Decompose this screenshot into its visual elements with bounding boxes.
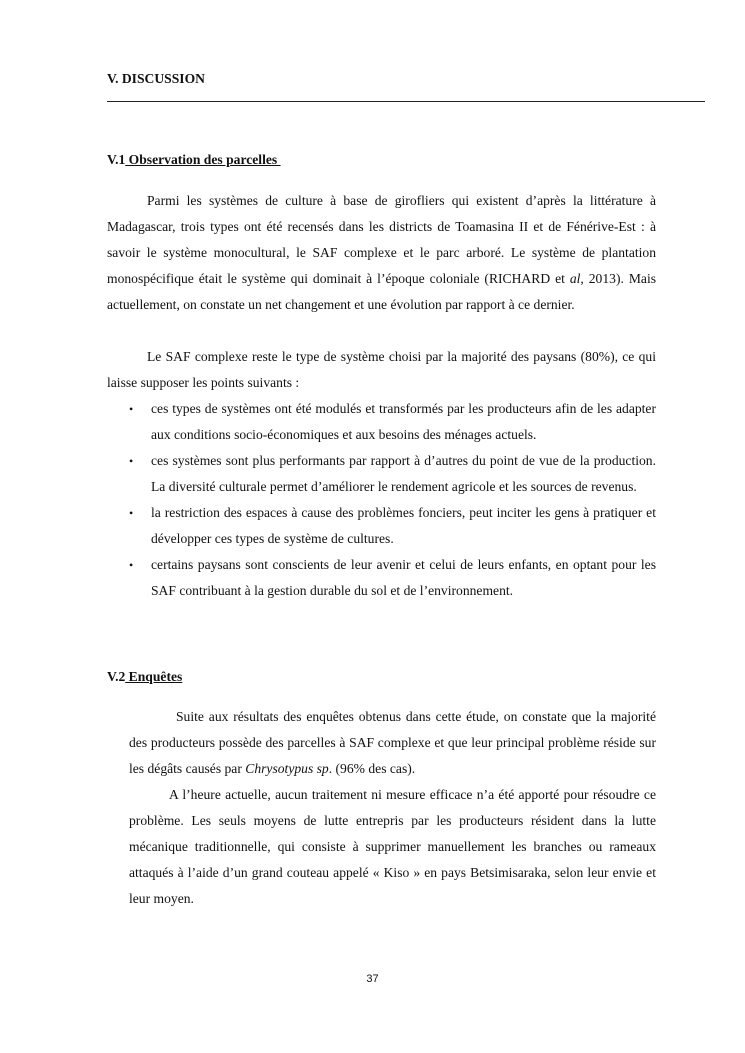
section-title: Observation des parcelles	[125, 152, 281, 167]
section-heading-observation	[107, 152, 281, 168]
list-item-text: ces types de systèmes ont été modulés et transformés par les producteurs afin de les adapter aux conditions socio-économiques et aux besoins des ménages actuels.	[151, 401, 656, 442]
paragraph-text: Parmi les systèmes de culture à base de girofliers qui existent d’après la littérature à Madagascar, trois types ont été recensés dans les districts de Toamasina II et de Fénérive-Est : à savoir le système monocultural, le SAF complexe et le parc arboré. Le système de plantation monospécifique était le système qui dominait à l’époque coloniale (RICHARD et	[107, 193, 656, 286]
paragraph-text: Suite aux résultats des enquêtes obtenus dans cette étude, on constate que la majorité des producteurs possède des parcelles à SAF complexe et que leur principal problème réside sur les dégâts causés par	[129, 709, 656, 776]
paragraph-tail: , 2013). Mais actuellement, on constate un net changement et une évolution par rapport à ce dernier.	[107, 271, 657, 312]
list-item-text: la restriction des espaces à cause des problèmes fonciers, peut inciter les gens à pratiquer et développer ces types de système de cultures.	[151, 505, 656, 546]
paragraph-enquetes-1	[129, 704, 656, 782]
section-number: V.2	[107, 669, 126, 684]
bullet-list	[107, 396, 656, 604]
paragraph-observation-2: Le SAF complexe reste le type de système choisi par la majorité des paysans (80%), ce qui laisse supposer les points suivants :	[107, 349, 656, 390]
paragraph-enquetes-2: A l’heure actuelle, aucun traitement ni mesure efficace n’a été apporté pour résoudre ce problème. Les seuls moyens de lutte entrepris par les producteurs résident dans la lutte mécanique traditionnelle, qui consiste à supprimer manuellement les branches ou rameaux attaqués à l’aide d’un grand couteau appelé « Kiso » en pays Betsimisaraka, selon leur envie et leur moyen.	[129, 787, 656, 906]
list-item-text: certains paysans sont conscients de leur avenir et celui de leurs enfants, en optant pour les SAF contribuant à la gestion durable du sol et de l’environnement.	[151, 557, 656, 598]
list-item	[107, 448, 656, 500]
bullet-icon: •	[129, 506, 134, 520]
paragraph-observation-1	[107, 188, 656, 318]
section-heading-enquetes	[107, 669, 182, 685]
heading-divider	[107, 101, 705, 102]
section-title: Enquêtes	[125, 669, 183, 684]
list-item	[107, 396, 656, 448]
bullet-icon: •	[129, 558, 134, 572]
chapter-heading: V. DISCUSSION	[107, 71, 205, 86]
italic-species: Chrysotypus sp	[245, 761, 329, 776]
list-item-text: ces systèmes sont plus performants par rapport à d’autres du point de vue de la production. La diversité culturale permet d’améliorer le rendement agricole et les sources de revenus.	[151, 453, 656, 494]
bullet-icon: •	[129, 402, 134, 416]
list-item	[107, 552, 656, 604]
bullet-icon: •	[129, 454, 134, 468]
section-number: V.1	[107, 152, 126, 167]
page-number: 37	[366, 973, 379, 985]
list-item	[107, 500, 656, 552]
italic-al: al	[569, 271, 581, 286]
paragraph-tail: . (96% des cas).	[328, 761, 416, 776]
